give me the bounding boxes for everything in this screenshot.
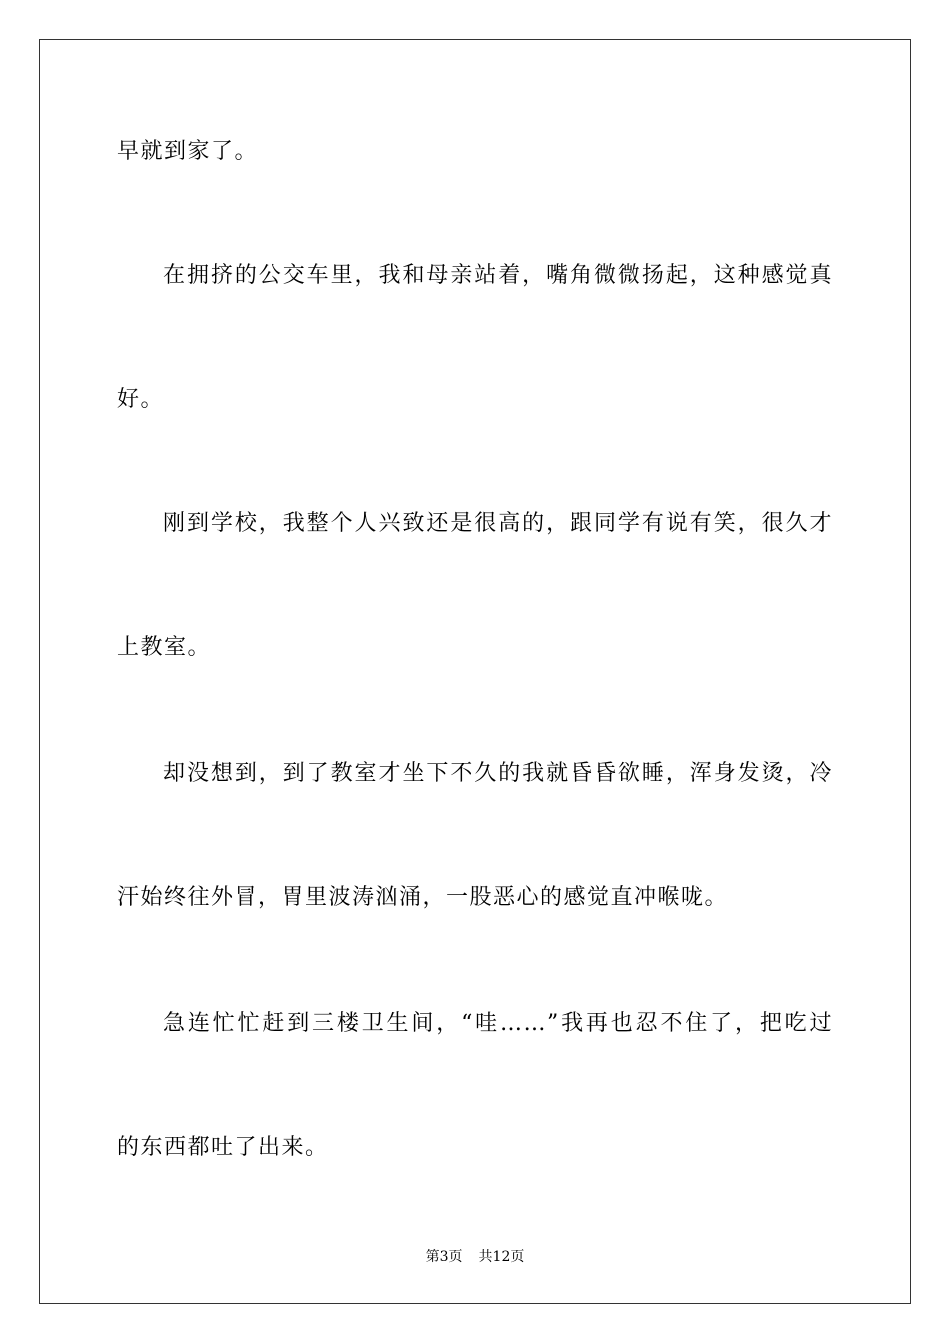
paragraph-line-5: 上教室。 bbox=[117, 635, 212, 660]
page-number: 第3页 bbox=[425, 1249, 463, 1265]
paragraph-line-8: 急连忙忙赶到三楼卫生间，“哇……”我再也忍不住了，把吃过 bbox=[163, 1011, 833, 1036]
paragraph-line-1: 早就到家了。 bbox=[117, 139, 259, 164]
paragraph-line-3: 好。 bbox=[117, 387, 165, 412]
paragraph-line-7: 汗始终往外冒，胃里波涛汹涌，一股恶心的感觉直冲喉咙。 bbox=[117, 885, 729, 910]
paragraph-line-2: 在拥挤的公交车里，我和母亲站着，嘴角微微扬起，这种感觉真 bbox=[163, 263, 833, 288]
page-border bbox=[39, 39, 911, 1304]
paragraph-line-6: 却没想到，到了教室才坐下不久的我就昏昏欲睡，浑身发烫，冷 bbox=[163, 761, 833, 786]
page-total: 共12页 bbox=[478, 1249, 525, 1265]
page-footer bbox=[0, 1248, 950, 1266]
paragraph-line-4: 刚到学校，我整个人兴致还是很高的，跟同学有说有笑，很久才 bbox=[163, 511, 833, 536]
paragraph-line-9: 的东西都吐了出来。 bbox=[117, 1135, 329, 1160]
